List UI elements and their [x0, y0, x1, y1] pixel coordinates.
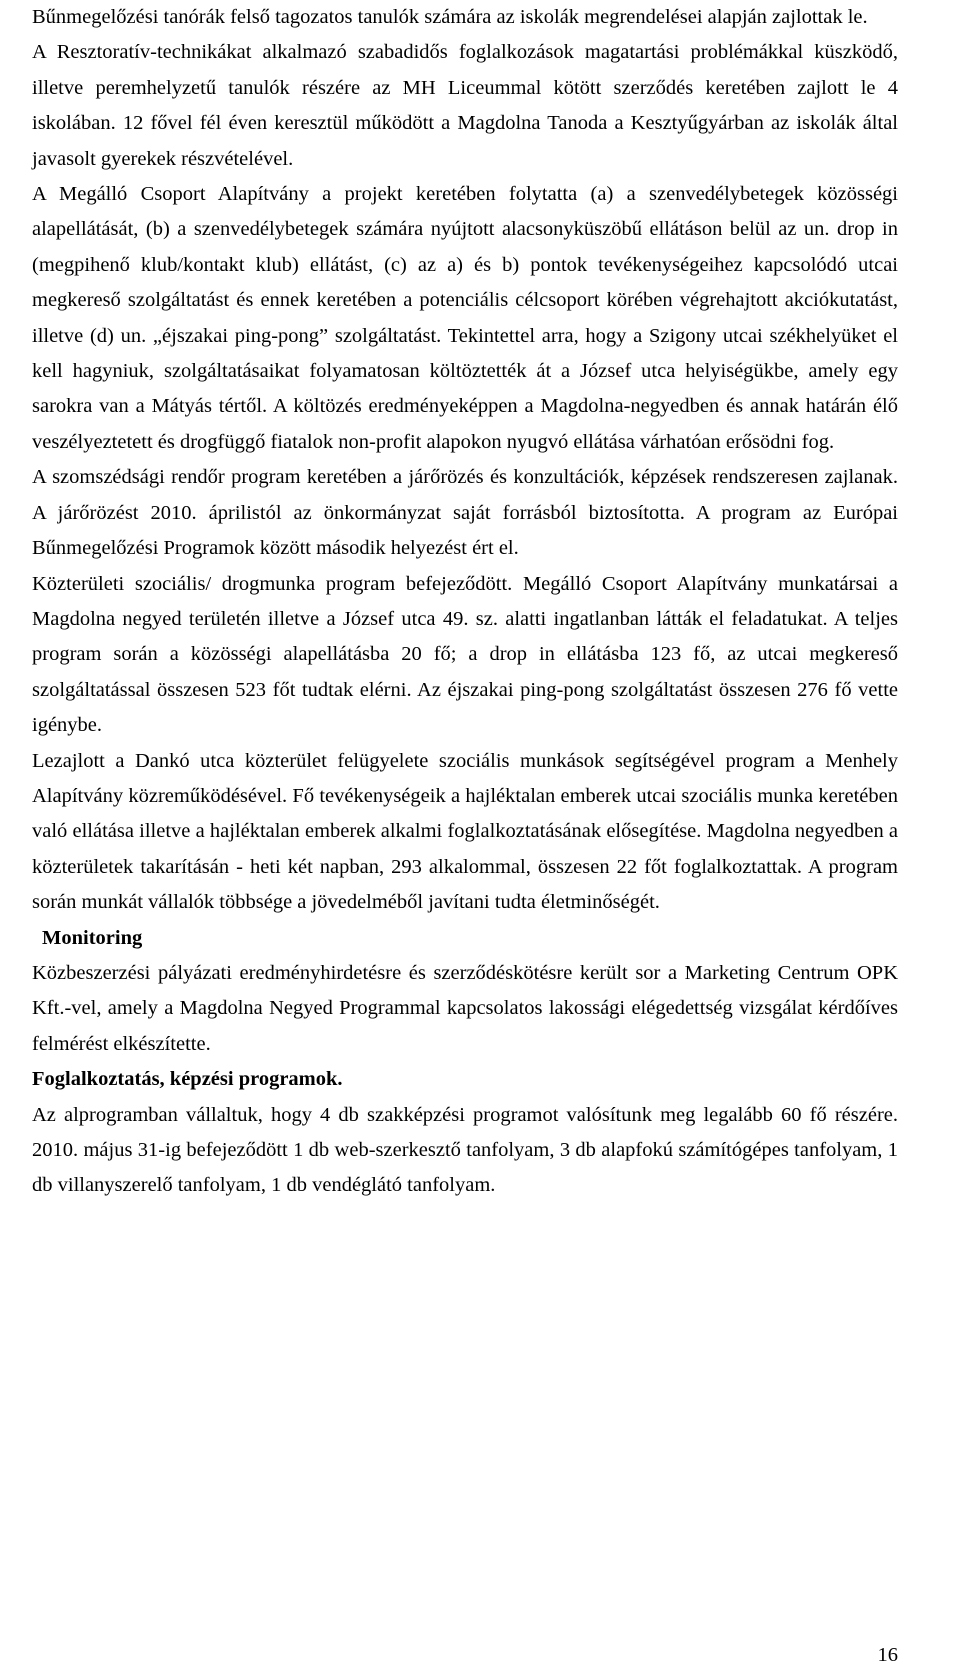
paragraph-monitoring: Közbeszerzési pályázati eredményhirdetésre és szerződéskötésre került sor a Marketing Centrum OPK Kft.-vel, amely a Magdolna Negyed Programmal kapcsolatos lakossági elégedettség vizsgálat kérdőíves felmérést elkészítette. [32, 961, 898, 1055]
paragraph-crime-prevention-lessons: Bűnmegelőzési tanórák felső tagozatos tanulók számára az iskolák megrendelései alapján zajlottak le. [32, 6, 868, 28]
paragraph-restorative-techniques: A Resztoratív-technikákat alkalmazó szabadidős foglalkozások magatartási problémákkal küszködő, illetve peremhelyzetű tanulók részére az MH Liceummal kötött szerződés keretében zajlott le 4 iskolában. 12 fővel fél éven keresztül működött a Magdolna Tanoda a Kesztyűgyárban az iskolák által javasolt gyerekek részvételével. [32, 41, 898, 170]
heading-monitoring: Monitoring [42, 926, 143, 949]
paragraph-neighborhood-police: A szomszédsági rendőr program keretében a járőrözés és konzultációk, képzések rendszeresen zajlanak. A járőrözést 2010. áprilistól az önkormányzat saját forrásból biztosította. A program az Európai Bűnmegelőzési Programok között második helyezést ért el. [32, 466, 898, 560]
heading-employment-training: Foglalkoztatás, képzési programok. [32, 1068, 343, 1091]
page-number: 16 [877, 1644, 898, 1666]
paragraph-danko-street: Lezajlott a Dankó utca közterület felügyelete szociális munkások segítségével program a Menhely Alapítvány közreműködésével. Fő tevékenységeik a hajléktalan emberek utcai szociális munka keretében való ellátása illetve a hajléktalan emberek alkalmi foglalkoztatásának elősegítése. Magdolna negyedben a közterületek takarításán - heti két napban, 293 alkalommal, összesen 22 főt foglalkoztattak. A program során munkát vállalók többsége a jövedelméből javítani tudta életminőségét. [32, 749, 898, 914]
paragraph-employment-training: Az alprogramban vállaltuk, hogy 4 db szakképzési programot valósítunk meg legalább 60 fő részére. 2010. május 31-ig befejeződött 1 db web-szerkesztő tanfolyam, 3 db alapfokú számítógépes tanfolyam, 1 db villanyszerelő tanfolyam, 1 db vendéglátó tanfolyam. [32, 1103, 898, 1197]
paragraph-street-social-work: Közterületi szociális/ drogmunka program befejeződött. Megálló Csoport Alapítvány munkatársai a Magdolna negyed területén illetve a József utca 49. sz. alatti ingatlanban látták el feladatukat. A teljes program során a közösségi alapellátásba 20 fő; a drop in ellátásba 123 fő, az utcai megkereső szolgáltatással összesen 523 főt tudtak elérni. Az éjszakai ping-pong szolgáltatást összesen 276 fő vette igénybe. [32, 572, 898, 737]
paragraph-megallo-foundation: A Megálló Csoport Alapítvány a projekt keretében folytatta (a) a szenvedélybetegek közösségi alapellátását, (b) a szenvedélybetegek számára nyújtott alacsonyküszöbű ellátáson belül az un. drop in (megpihenő klub/kontakt klub) ellátást, (c) az a) és b) pontok tevékenységeihez kapcsolódó utcai megkereső szolgáltatást és ennek keretében a potenciális célcsoport körében végrehajtott akciókutatást, illetve (d) un. „éjszakai ping-pong” szolgáltatást. Tekintettel arra, hogy a Szigony utcai székhelyüket el kell hagyniuk, szolgáltatásaikat folyamatosan költöztették át a József utca helyiségükbe, amely egy sarokra van a Mátyás tértől. A költözés eredményeképpen a Magdolna-negyedben és annak határán élő veszélyeztetett és drogfüggő fiatalok non-profit alapokon nyugvó ellátása várhatóan erősödni fog. [32, 183, 898, 453]
document-page [32, 0, 898, 1204]
